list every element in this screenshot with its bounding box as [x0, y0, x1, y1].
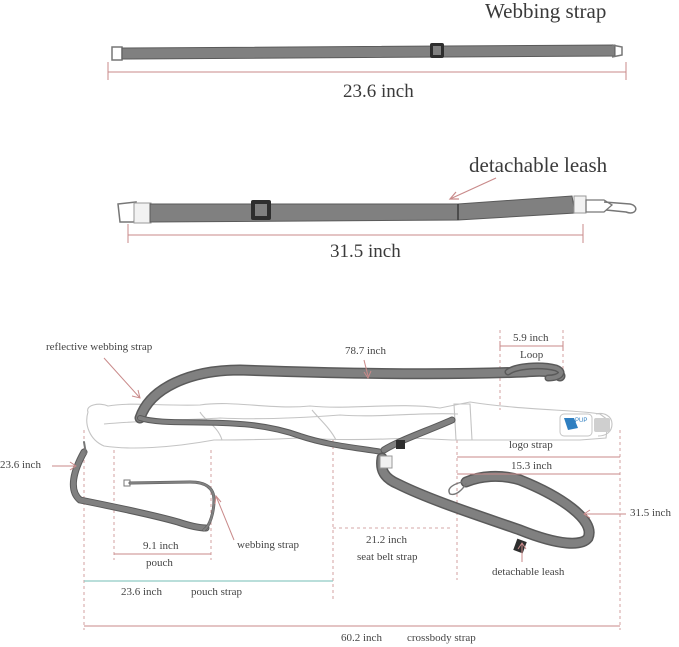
left-strap-length: 23.6 inch	[0, 459, 41, 471]
leash-length-label: 78.7 inch	[345, 345, 386, 357]
leash-dimension: 31.5 inch	[330, 241, 401, 262]
crossing-strap	[140, 418, 452, 452]
reflective-webbing-label: reflective webbing strap	[46, 341, 153, 353]
seat-belt-length: 21.2 inch	[366, 534, 407, 546]
seat-belt-label: seat belt strap	[357, 551, 418, 563]
logo-text: PUP	[575, 418, 588, 424]
left-strap	[73, 442, 206, 528]
pouch-label: pouch	[146, 557, 173, 569]
loop-length-label: 5.9 inch	[513, 332, 549, 344]
loop-label: Loop	[520, 349, 544, 361]
crossbody-length: 60.2 inch	[341, 632, 382, 644]
webbing-strap-title: Webbing strap	[485, 0, 607, 23]
pouch-length: 9.1 inch	[143, 540, 179, 552]
webbing-strap-illustration	[112, 43, 622, 60]
logo-strap-label: logo strap	[509, 439, 553, 451]
long-leash-strap	[140, 366, 561, 418]
crossbody-label: crossbody strap	[407, 632, 476, 644]
diagram-detachable-leash	[380, 456, 589, 553]
detachable-leash-label: detachable leash	[492, 566, 565, 578]
pouch-strap-label: pouch strap	[191, 586, 243, 598]
right-strap-length: 31.5 inch	[630, 507, 671, 519]
webbing-strap-label: webbing strap	[237, 539, 300, 551]
leash-pointer-arrow	[450, 178, 496, 199]
logo-strap-length: 15.3 inch	[511, 460, 552, 472]
pouch-strap-length: 23.6 inch	[121, 586, 162, 598]
webbing-strap-dimension: 23.6 inch	[343, 81, 414, 102]
leash-illustration	[118, 196, 636, 223]
webbing-strap-dimension-line	[108, 62, 626, 80]
leash-title: detachable leash	[469, 153, 608, 177]
